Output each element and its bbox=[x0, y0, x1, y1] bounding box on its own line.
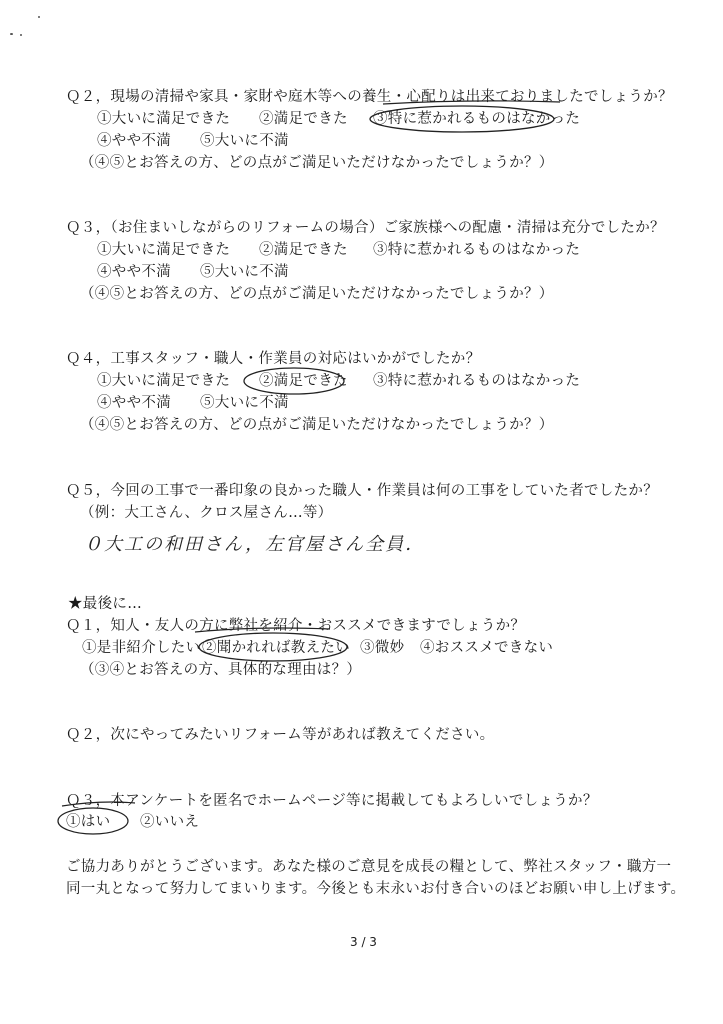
q4-followup: （④⑤とお答えの方、どの点がご満足いただけなかったでしょうか？） bbox=[80, 417, 554, 433]
final-q3-option-2: ②いいえ bbox=[140, 814, 200, 830]
q2-question: Ｑ２，現場の清掃や家具・家財や庭木等への養生・心配りは出来ておりましたでしょうか？ bbox=[66, 89, 673, 105]
q2-option-3: ③特に惹かれるものはなかった bbox=[373, 111, 581, 127]
q4-option-5: ⑤大いに不満 bbox=[200, 395, 289, 411]
scan-speck bbox=[20, 34, 22, 36]
final-q2-question: Ｑ２，次にやってみたいリフォーム等があれば教えてください。 bbox=[66, 727, 495, 743]
q5-handwritten-answer: ０大工の和田さん，左官屋さん全員． bbox=[84, 534, 426, 555]
q4-option-4: ④やや不満 bbox=[97, 395, 171, 411]
q3-option-5: ⑤大いに不満 bbox=[200, 264, 289, 280]
final-q1-option-4: ④おススメできない bbox=[420, 640, 554, 656]
q2-option-4: ④やや不満 bbox=[97, 133, 171, 149]
final-q3-option-1: ①はい bbox=[66, 814, 111, 830]
final-q1-option-2: ②聞かれれば教えたい bbox=[202, 640, 350, 656]
q2-option-5: ⑤大いに不満 bbox=[200, 133, 289, 149]
q3-option-2: ②満足できた bbox=[259, 242, 348, 258]
closing-line-2: 同一丸となって努力してまいります。今後とも末永いお付き合いのほどお願い申し上げます。 bbox=[66, 881, 686, 897]
q4-question: Ｑ４，工事スタッフ・職人・作業員の対応はいかがでしたか？ bbox=[66, 351, 481, 367]
q4-option-1: ①大いに満足できた bbox=[97, 373, 231, 389]
final-q1-option-3: ③微妙 bbox=[360, 640, 405, 656]
scan-speck bbox=[10, 33, 13, 35]
page-number: 3 / 3 bbox=[350, 935, 377, 949]
q2-followup: （④⑤とお答えの方、どの点がご満足いただけなかったでしょうか？） bbox=[80, 155, 554, 171]
q3-option-4: ④やや不満 bbox=[97, 264, 171, 280]
q3-followup: （④⑤とお答えの方、どの点がご満足いただけなかったでしょうか？） bbox=[80, 286, 554, 302]
q3-option-1: ①大いに満足できた bbox=[97, 242, 231, 258]
closing-line-1: ご協力ありがとうございます。あなた様のご意見を成長の糧として、弊社スタッフ・職方一 bbox=[66, 859, 672, 875]
q3-option-3: ③特に惹かれるものはなかった bbox=[373, 242, 581, 258]
final-q1-followup: （③④とお答えの方、具体的な理由は？） bbox=[80, 662, 362, 678]
final-q1-option-1: ①是非紹介したい bbox=[82, 640, 201, 656]
scan-speck bbox=[38, 16, 40, 18]
q2-option-2: ②満足できた bbox=[259, 111, 348, 127]
q5-question: Ｑ５，今回の工事で一番印象の良かった職人・作業員は何の工事をしていた者でしたか？ bbox=[66, 483, 658, 499]
q4-option-2: ②満足できた bbox=[259, 373, 348, 389]
final-heading: ★最後に… bbox=[68, 596, 142, 612]
q4-option-3: ③特に惹かれるものはなかった bbox=[373, 373, 581, 389]
q2-option-1: ①大いに満足できた bbox=[97, 111, 231, 127]
final-q1-question: Ｑ１，知人・友人の方に弊社を紹介・おススメできますでしょうか？ bbox=[66, 618, 526, 634]
q3-question: Ｑ３，（お住まいしながらのリフォームの場合）ご家族様への配慮・清掃は充分でしたか？ bbox=[66, 220, 665, 236]
final-q3-question: Ｑ３，本アンケートを匿名でホームページ等に掲載してもよろしいでしょうか？ bbox=[66, 793, 598, 809]
q5-example: （例：大工さん、クロス屋さん…等） bbox=[80, 505, 333, 521]
